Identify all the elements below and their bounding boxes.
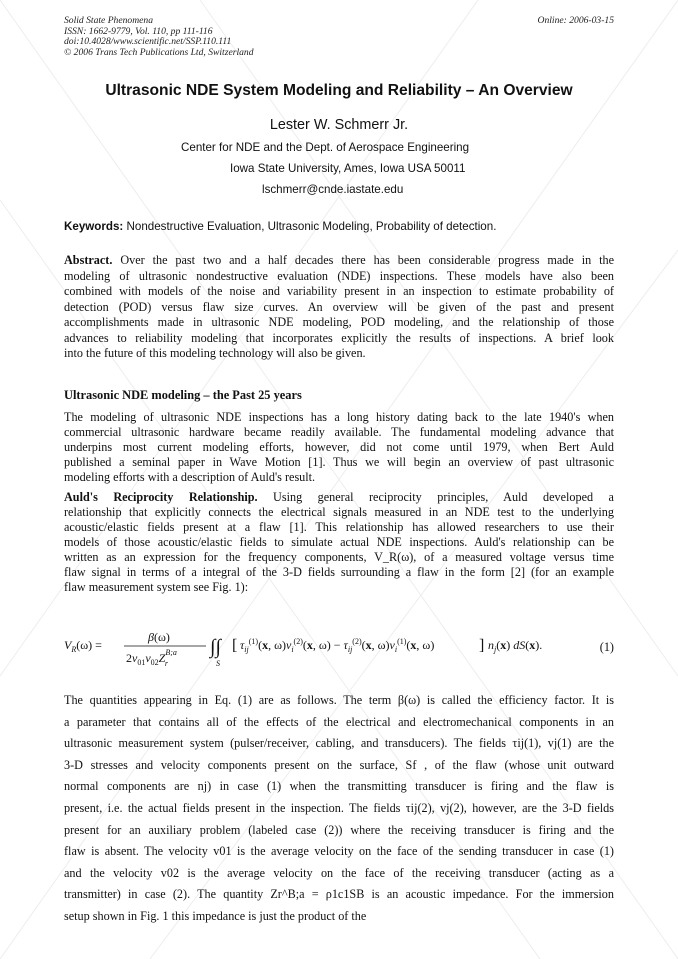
paragraph-quantities (64, 690, 614, 928)
body-line: transmitter) in case (2). The quantity Zr^B;a = ρ1c1SB is an acoustic impedance. For the immersion (64, 887, 614, 902)
paragraph-reciprocity (64, 490, 614, 595)
body-line: commercial ultrasonic hardware became readily available. The fundamental modeling advance that (64, 425, 614, 439)
svg-text:VR(ω) =: $V_R(\omega)$ = (64, 638, 102, 654)
equation-formula (64, 626, 564, 670)
keywords (64, 220, 496, 233)
svg-text:∫∫: ∫∫ (210, 636, 221, 658)
abstract-line: combined with models of the noise and variability present in an inspection to estimate probability of (64, 284, 614, 298)
body-line: ultrasonic measurement system (pulser/receiver, cabling, and transducers). The fields τij(1), vj(1) are the (64, 736, 614, 751)
body-line: present, i.e. the actual fields present in the inspection. The fields τij(2), vj(2), however, are the 3-D fields (64, 800, 614, 815)
paper-title: Ultrasonic NDE System Modeling and Reliability – An Overview (105, 82, 573, 99)
svg-text:[: [ (232, 637, 238, 654)
body-line: The quantities appearing in Eq. (1) are as follows. The term β(ω) is called the efficiency factor. It is (64, 693, 614, 707)
abstract-line: detection (POD) versus flaw size curves. An overview will be given of the past and present (64, 299, 614, 314)
online-date: Online: 2006-03-15 (537, 15, 614, 26)
svg-text:nj(x) dS(x).: $n_j(x)$ dS(x). (488, 638, 543, 654)
body-line: models of those acoustic/elastic fields to simulate actual NDE inspections. Auld's relationship can be (64, 535, 614, 549)
journal-copyright: © 2006 Trans Tech Publications Ltd, Switzerland (64, 46, 254, 58)
svg-text:2v01v02ZB;ar: $2v_{01}v_{02}Z^{B;a}$ r (126, 648, 177, 668)
abstract-line: advances to reliability modeling that incorporates explicitly the results of inspections. A brief look (64, 330, 614, 345)
equation-number: (1) (599, 640, 614, 654)
body-line: written as an expression for the frequency components, V_R(ω), of a measured voltage versus time (64, 550, 614, 564)
reciprocity-label: Auld's Reciprocity Relationship. (64, 490, 258, 504)
abstract-line: Abstract. Over the past two and a half decades there has been considerable progress made in the (64, 253, 614, 267)
svg-text:β(ω): β(ω) (148, 630, 170, 644)
abstract-label: Abstract. (64, 253, 113, 267)
svg-text:τij(1)(x, ω)vi(2)(x, ω) − τij(: $\tau_{ij}^{(1)}(x$, $\omega)v_i^{(2)}(x$, $\omega) - \tau_{ij}^{(2)}(x$, $\omega)v_i^{(1)}(x$, ω) (240, 637, 435, 654)
journal-issn: ISSN: 1662-9779, Vol. 110, pp 111-116 (64, 25, 213, 37)
svg-text:]: ] (479, 637, 485, 654)
paragraph-history (64, 410, 614, 485)
body-line: modeling efforts with a description of Auld's result. (64, 470, 316, 484)
keywords-text: Nondestructive Evaluation, Ultrasonic Modeling, Probability of detection. (123, 220, 497, 233)
abstract-line: accomplishments made in ultrasonic NDE modeling, POD modeling, and the relationship of those (64, 315, 614, 329)
body-line: setup shown in Fig. 1 this impedance is just the product of the (64, 908, 367, 923)
affiliation-line-1: Center for NDE and the Dept. of Aerospace Engineering (181, 141, 470, 154)
author-email: lschmerr@cnde.iastate.edu (262, 183, 404, 196)
keywords-label: Keywords: (64, 220, 124, 233)
body-line: flaw measurement system see Fig. 1): (64, 580, 249, 594)
equation-1 (64, 626, 614, 670)
body-line: flaw signal in terms of a integral of the 3-D fields surrounding a flaw in the form [2] (for an example (64, 565, 614, 579)
journal-header (64, 16, 254, 58)
journal-name: Solid State Phenomena (64, 15, 153, 26)
abstract-line: into the future of this modeling technology will also be given. (64, 346, 366, 360)
svg-text:S: S (216, 659, 220, 668)
body-line: and the velocity v02 is the average velocity on the face of the receiving transducer (acting as a (64, 865, 614, 880)
abstract (64, 253, 614, 362)
abstract-line: modeling of ultrasonic nondestructive evaluation (NDE) inspections. These models have also been (64, 268, 614, 283)
body-line: present for an auxiliary problem (labeled case (2)) where the receiving transducer is firing and the (64, 822, 614, 837)
body-line: normal components are nj) in case (1) when the transmitting transducer is firing and the flaw is (64, 779, 614, 794)
journal-doi: doi:10.4028/www.scientific.net/SSP.110.111 (64, 36, 232, 48)
body-line: acoustic/elastic fields present at a flaw [1]. This relationship has allowed researchers to use their (64, 520, 614, 534)
section-heading: Ultrasonic NDE modeling – the Past 25 years (64, 388, 302, 402)
body-line: The modeling of ultrasonic NDE inspections has a long history dating back to the late 1940's when (64, 410, 614, 424)
body-line: relationship that explicitly connects the electrical signals measured in an NDE test to the underlying (64, 505, 614, 519)
affiliation-line-2: Iowa State University, Ames, Iowa USA 50011 (230, 162, 466, 175)
body-line: 3-D stresses and velocity components present on the surface, Sf , of the flaw (whose unit outward (64, 757, 614, 772)
body-line: Auld's Reciprocity Relationship. Using general reciprocity principles, Auld developed a (64, 490, 614, 504)
body-line: flaw is absent. The velocity v01 is the average velocity on the face of the sending transducer in case (1) (64, 844, 614, 859)
body-line: published a seminal paper in Wave Motion [1]. Thus we will begin an overview of past ultrasonic (64, 455, 614, 469)
body-line: a parameter that contains all of the effects of the electrical and electromechanical components in an (64, 714, 614, 729)
body-line: underpins most current modeling efforts, however, did not come until 1979, when Bert Auld (64, 440, 614, 454)
author-name: Lester W. Schmerr Jr. (269, 117, 409, 133)
